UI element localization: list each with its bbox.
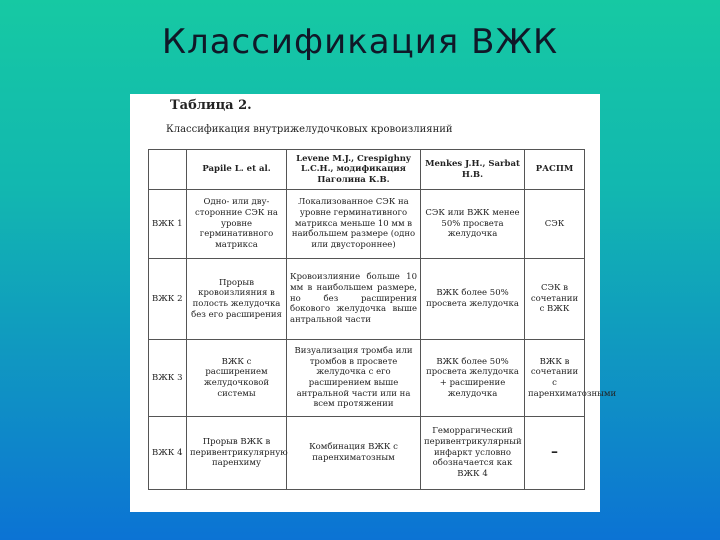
table-row [149, 340, 585, 417]
cell-grade: ВЖК 4 [149, 417, 187, 490]
table-heading: Таблица 2. [170, 98, 252, 113]
cell-menkes: СЭК или ВЖК менее 50% просвета желудочка [421, 190, 525, 259]
cell-grade: ВЖК 3 [149, 340, 187, 417]
slide-title: Классификация ВЖК [161, 22, 559, 62]
header-levene: Levene M.J., Crespighny L.C.H., модификация Паголина К.В. [287, 150, 421, 190]
cell-raspm: СЭК [525, 190, 585, 259]
cell-papile: ВЖК с расширением желудочковой системы [187, 340, 287, 417]
table-header-row [149, 150, 585, 190]
table-row [149, 417, 585, 490]
cell-papile: Прорыв кровоизлияния в полость желудочка без его расширения [187, 259, 287, 340]
header-raspm: РАСПМ [525, 150, 585, 190]
cell-menkes: ВЖК более 50% просвета желудочка + расширение желудочка [421, 340, 525, 417]
cell-levene: Комбинация ВЖК с паренхиматозным [287, 417, 421, 490]
header-grade [149, 150, 187, 190]
header-menkes: Menkes J.H., Sarbat H.B. [421, 150, 525, 190]
cell-menkes: Геморрагический перивентрикулярный инфаркт условно обозначается как ВЖК 4 [421, 417, 525, 490]
table-caption: Классификация внутрижелудочковых кровоизлияний [166, 124, 453, 135]
table-row [149, 259, 585, 340]
header-papile: Papile L. et al. [187, 150, 287, 190]
cell-papile: Одно- или дву-сторонние СЭК на уровне герминативного матрикса [187, 190, 287, 259]
cell-levene: Визуализация тромба или тромбов в просвете желудочка с его расширением выше антральной части или на всем протяжении [287, 340, 421, 417]
cell-grade: ВЖК 2 [149, 259, 187, 340]
cell-menkes: ВЖК более 50% просвета желудочка [421, 259, 525, 340]
document-image [130, 94, 617, 512]
classification-table [148, 149, 617, 490]
cell-raspm: ВЖК в сочетании с паренхиматозными [525, 340, 585, 417]
cell-papile: Прорыв ВЖК в перивентрикулярную паренхиму [187, 417, 287, 490]
cell-levene: Кровоизлияние больше 10 мм в наибольшем размере, но без расширения бокового желудочка выше антральной части [287, 259, 421, 340]
cell-levene: Локализованное СЭК на уровне герминативного матрикса меньше 10 мм в наибольшем размере (одно или двустороннее) [287, 190, 421, 259]
cell-raspm: – [525, 417, 585, 490]
cell-raspm: СЭК в сочетании с ВЖК [525, 259, 585, 340]
cell-grade: ВЖК 1 [149, 190, 187, 259]
table-row [149, 190, 585, 259]
